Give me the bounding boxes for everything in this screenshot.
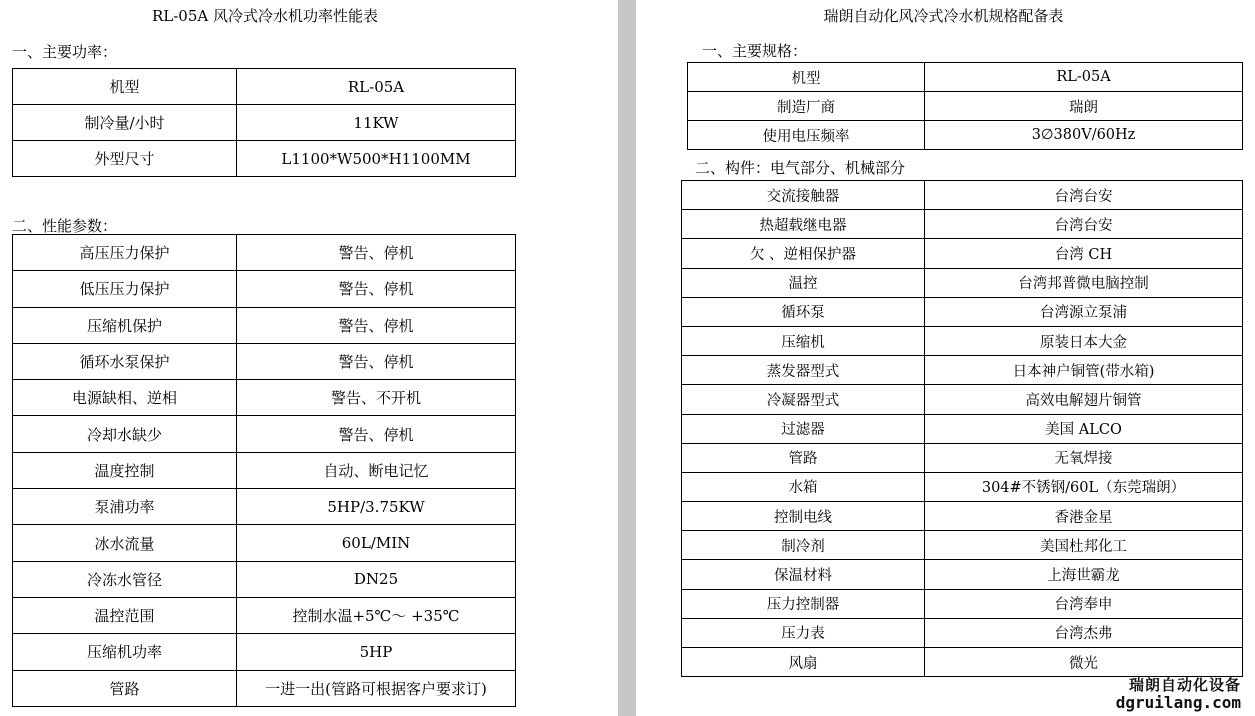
main-spec-row xyxy=(688,121,1243,150)
left-section-main-power: 一、主要功率： xyxy=(12,43,118,61)
performance-row-label: 冰水流量 xyxy=(13,525,237,561)
page-gutter xyxy=(618,0,636,716)
main-spec-row-value: 3∅380V/60Hz xyxy=(925,121,1243,150)
performance-row-value: 控制水温+5℃～ +35℃ xyxy=(237,597,516,633)
main-power-row xyxy=(13,105,516,141)
component-row xyxy=(682,210,1243,239)
component-row xyxy=(682,239,1243,268)
component-row-value: 微光 xyxy=(925,648,1243,677)
component-row-label: 过滤器 xyxy=(682,414,925,443)
performance-row-label: 高压压力保护 xyxy=(13,235,237,271)
component-row xyxy=(682,589,1243,618)
performance-row xyxy=(13,634,516,670)
component-row-label: 交流接触器 xyxy=(682,181,925,210)
performance-row-value: 警告、停机 xyxy=(237,271,516,307)
performance-table xyxy=(12,234,516,707)
component-row-label: 压力表 xyxy=(682,618,925,647)
component-row-label: 温控 xyxy=(682,268,925,297)
component-row-value: 台湾邦普微电脑控制 xyxy=(925,268,1243,297)
performance-row xyxy=(13,525,516,561)
component-row-label: 管路 xyxy=(682,443,925,472)
performance-row-value: DN25 xyxy=(237,561,516,597)
component-row xyxy=(682,356,1243,385)
component-row-value: 日本神户铜管(带水箱) xyxy=(925,356,1243,385)
performance-row-value: 警告、停机 xyxy=(237,235,516,271)
component-row-label: 控制电线 xyxy=(682,502,925,531)
right-section-components: 二、构件：电气部分、机械部分 xyxy=(695,159,906,177)
component-row xyxy=(682,531,1243,560)
main-power-row-label: 机型 xyxy=(13,69,237,105)
watermark-domain: dgruilang.com xyxy=(1115,693,1241,712)
component-row-label: 热超载继电器 xyxy=(682,210,925,239)
component-row-value: 台湾台安 xyxy=(925,210,1243,239)
component-row-label: 风扇 xyxy=(682,648,925,677)
performance-row-label: 泵浦功率 xyxy=(13,489,237,525)
component-row xyxy=(682,414,1243,443)
component-row-value: 无氧焊接 xyxy=(925,443,1243,472)
component-row-label: 制冷剂 xyxy=(682,531,925,560)
watermark xyxy=(1116,676,1241,712)
component-row xyxy=(682,502,1243,531)
component-row-value: 美国 ALCO xyxy=(925,414,1243,443)
component-row xyxy=(682,618,1243,647)
component-row xyxy=(682,560,1243,589)
performance-row-value: 警告、停机 xyxy=(237,343,516,379)
component-row-value: 高效电解翅片铜管 xyxy=(925,385,1243,414)
performance-row-label: 压缩机功率 xyxy=(13,634,237,670)
component-row xyxy=(682,648,1243,677)
performance-row-value: 60L/MIN xyxy=(237,525,516,561)
component-row xyxy=(682,385,1243,414)
performance-row-label: 温控范围 xyxy=(13,597,237,633)
performance-row xyxy=(13,452,516,488)
main-spec-row xyxy=(688,92,1243,121)
component-row-label: 欠 、逆相保护器 xyxy=(682,239,925,268)
component-row-value: 香港金星 xyxy=(925,502,1243,531)
main-spec-row xyxy=(688,63,1243,92)
performance-row xyxy=(13,489,516,525)
main-power-row xyxy=(13,141,516,177)
component-row-value: 台湾源立泵浦 xyxy=(925,297,1243,326)
performance-row xyxy=(13,670,516,706)
performance-row-value: 一进一出(管路可根据客户要求订) xyxy=(237,670,516,706)
main-spec-row-label: 使用电压频率 xyxy=(688,121,925,150)
component-row-value: 台湾台安 xyxy=(925,181,1243,210)
component-row-value: 台湾奉申 xyxy=(925,589,1243,618)
performance-row-label: 低压压力保护 xyxy=(13,271,237,307)
component-row-label: 蒸发器型式 xyxy=(682,356,925,385)
component-row-value: 原装日本大金 xyxy=(925,326,1243,355)
performance-row-label: 冷冻水管径 xyxy=(13,561,237,597)
performance-row xyxy=(13,561,516,597)
component-row xyxy=(682,297,1243,326)
performance-row-label: 温度控制 xyxy=(13,452,237,488)
performance-row-label: 循环水泵保护 xyxy=(13,343,237,379)
performance-row-label: 冷却水缺少 xyxy=(13,416,237,452)
component-row-label: 压力控制器 xyxy=(682,589,925,618)
performance-row-label: 电源缺相、逆相 xyxy=(13,380,237,416)
left-page-title: RL-05A 风冷式冷水机功率性能表 xyxy=(151,7,378,25)
component-row xyxy=(682,181,1243,210)
performance-row-value: 警告、停机 xyxy=(237,416,516,452)
performance-row xyxy=(13,307,516,343)
watermark-company: 瑞朗自动化设备 xyxy=(1128,676,1241,694)
right-section-main-spec: 一、主要规格： xyxy=(702,42,808,60)
component-row-value: 美国杜邦化工 xyxy=(925,531,1243,560)
left-section-performance: 二、性能参数： xyxy=(12,217,118,235)
performance-row xyxy=(13,343,516,379)
component-row xyxy=(682,268,1243,297)
performance-row-value: 自动、断电记忆 xyxy=(237,452,516,488)
main-power-row-label: 制冷量/小时 xyxy=(13,105,237,141)
component-row-value: 304#不锈钢/60L（东莞瑞朗） xyxy=(925,472,1243,501)
right-page xyxy=(636,0,1255,716)
main-spec-row-value: RL-05A xyxy=(925,63,1243,92)
performance-row xyxy=(13,235,516,271)
performance-row-label: 管路 xyxy=(13,670,237,706)
component-row-value: 上海世霸龙 xyxy=(925,560,1243,589)
component-row-label: 压缩机 xyxy=(682,326,925,355)
component-row-value: 台湾杰弗 xyxy=(925,618,1243,647)
performance-row-value: 5HP/3.75KW xyxy=(237,489,516,525)
main-power-row-label: 外型尺寸 xyxy=(13,141,237,177)
component-row xyxy=(682,443,1243,472)
component-row-label: 循环泵 xyxy=(682,297,925,326)
performance-row-value: 警告、停机 xyxy=(237,307,516,343)
component-row xyxy=(682,326,1243,355)
performance-row xyxy=(13,416,516,452)
component-row-label: 保温材料 xyxy=(682,560,925,589)
components-table xyxy=(681,180,1243,677)
main-spec-row-label: 机型 xyxy=(688,63,925,92)
main-power-table xyxy=(12,68,516,177)
main-spec-table xyxy=(687,62,1243,150)
performance-row xyxy=(13,380,516,416)
main-spec-row-value: 瑞朗 xyxy=(925,92,1243,121)
main-spec-row-label: 制造厂商 xyxy=(688,92,925,121)
performance-row xyxy=(13,597,516,633)
main-power-row-value: L1100*W500*H1100MM xyxy=(237,141,516,177)
component-row xyxy=(682,472,1243,501)
performance-row-value: 警告、不开机 xyxy=(237,380,516,416)
component-row-label: 水箱 xyxy=(682,472,925,501)
component-row-label: 冷凝器型式 xyxy=(682,385,925,414)
performance-row-label: 压缩机保护 xyxy=(13,307,237,343)
performance-row-value: 5HP xyxy=(237,634,516,670)
right-page-title: 瑞朗自动化风冷式冷水机规格配备表 xyxy=(823,7,1064,25)
performance-row xyxy=(13,271,516,307)
main-power-row xyxy=(13,69,516,105)
main-power-row-value: RL-05A xyxy=(237,69,516,105)
left-page xyxy=(0,0,618,716)
main-power-row-value: 11KW xyxy=(237,105,516,141)
component-row-value: 台湾 CH xyxy=(925,239,1243,268)
